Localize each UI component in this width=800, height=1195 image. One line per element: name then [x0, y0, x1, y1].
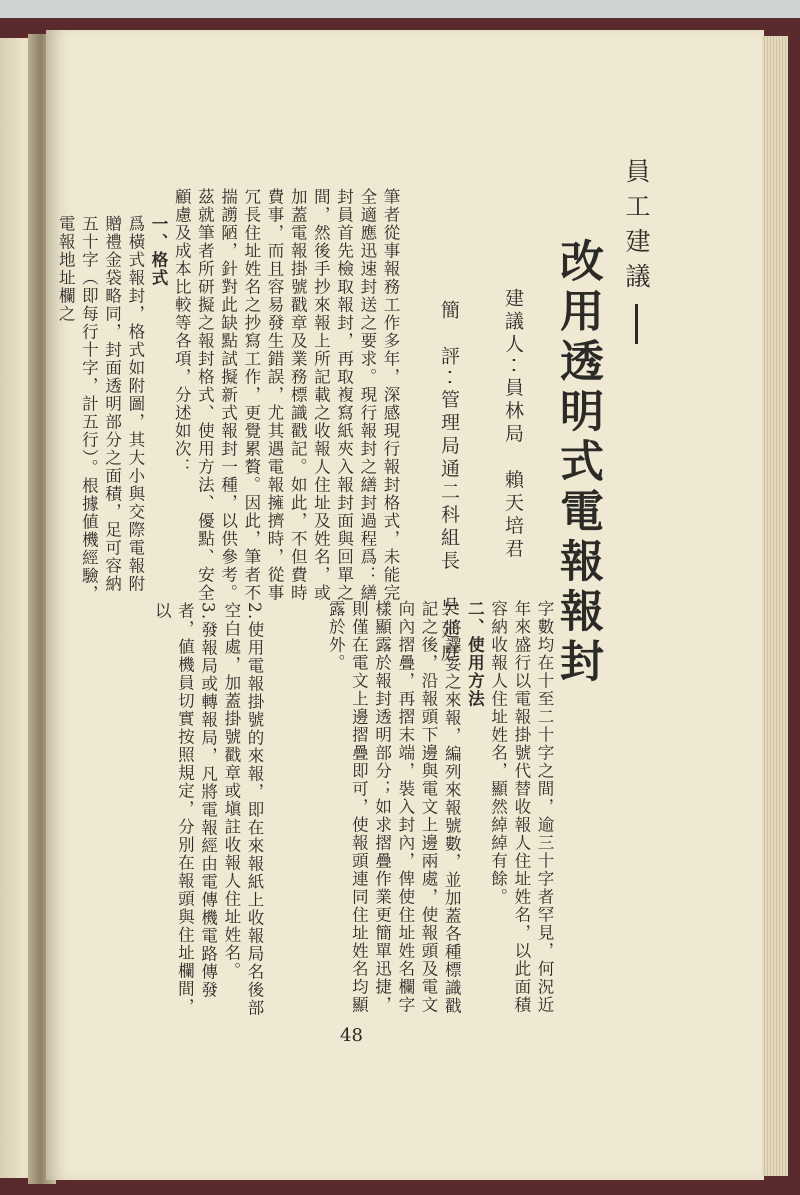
section1-text: 爲橫式報封，格式如附圖，其大小與交際電報附贈禮金袋略同，封面透明部分之面積，足可容納五十字（即每行十字，計五行）。根據値機經驗，電報地址欄之 — [56, 215, 145, 603]
section1-block — [54, 215, 170, 605]
items-block — [150, 602, 266, 1022]
item-3: 3.發報局或轉報局，凡將電報經由電傳機電路傳發者，値機員切實按照規定，分別在報頭與住址欄間，以 — [152, 602, 218, 1016]
section1-heading: 一、格式 — [149, 215, 169, 287]
item-2: 2.使用電報掛號的來報，即在來報紙上收報局名後部空白處，加蓋掛號戳章或塡註收報人住址姓名。 — [221, 602, 265, 1017]
series-rule — [635, 304, 638, 344]
section2-heading: 二、使用方法 — [465, 600, 485, 708]
intro-paragraph-2: 茲就筆者所研擬之報封格式、使用方法、優點、安全顧慮及成本比較等各項，分述如次： — [172, 188, 215, 602]
intro-block — [170, 188, 402, 608]
item-1: 1.將譯妥之來報，編列來報號數，並加蓋各種標識戳記之後，沿報頭下邊與電文上邊兩處，使報頭及電文向內摺疊，再摺末端，裝入封內，俾使住址姓名欄字樣顯露於報封透明部分；如求摺疊作業更簡單迅捷，則僅在電文上邊摺疊即可，使報頭連同住址姓名均顯露於外。 — [326, 600, 462, 1015]
page-edges — [762, 36, 788, 1176]
page-number: 48 — [340, 1025, 363, 1046]
article-title: 改用透明式電報報封 — [552, 238, 603, 688]
proposer-line: 建議人‧‧員林局 賴天培君 — [502, 288, 524, 562]
section2-block — [324, 600, 556, 1020]
reviewer-line: 簡 評‧‧管理局通二科組長 吳延庭 — [438, 300, 460, 666]
intro-paragraph-1: 筆者從事報務工作多年，深感現行報封格式，未能完全適應迅速封送之要求。現行報封之繕封過程爲：繕封員首先檢取報封，再取複寫紙夾入報封面與回單之間，然後手抄來報上所記載之收報人住址及姓名，或加蓋電報掛號戳章及業務標識戳記。如此，不但費時費事，而且容易發生錯誤，尤其遇電報擁擠時，從事冗長住址姓名之抄寫工作，更覺累贅。因此，筆者不揣謭陋，針對此缺點試擬新式報封一種，以供參考。 — [218, 188, 401, 602]
continuation-text: 字數均在十至二十字之間，逾三十字者罕見，何況近年來盛行以電報掛號代替收報人住址姓名，以此面積容納收報人住址姓名，顯然綽綽有餘。 — [488, 600, 555, 1014]
series-label: 員工建議 — [618, 158, 654, 344]
